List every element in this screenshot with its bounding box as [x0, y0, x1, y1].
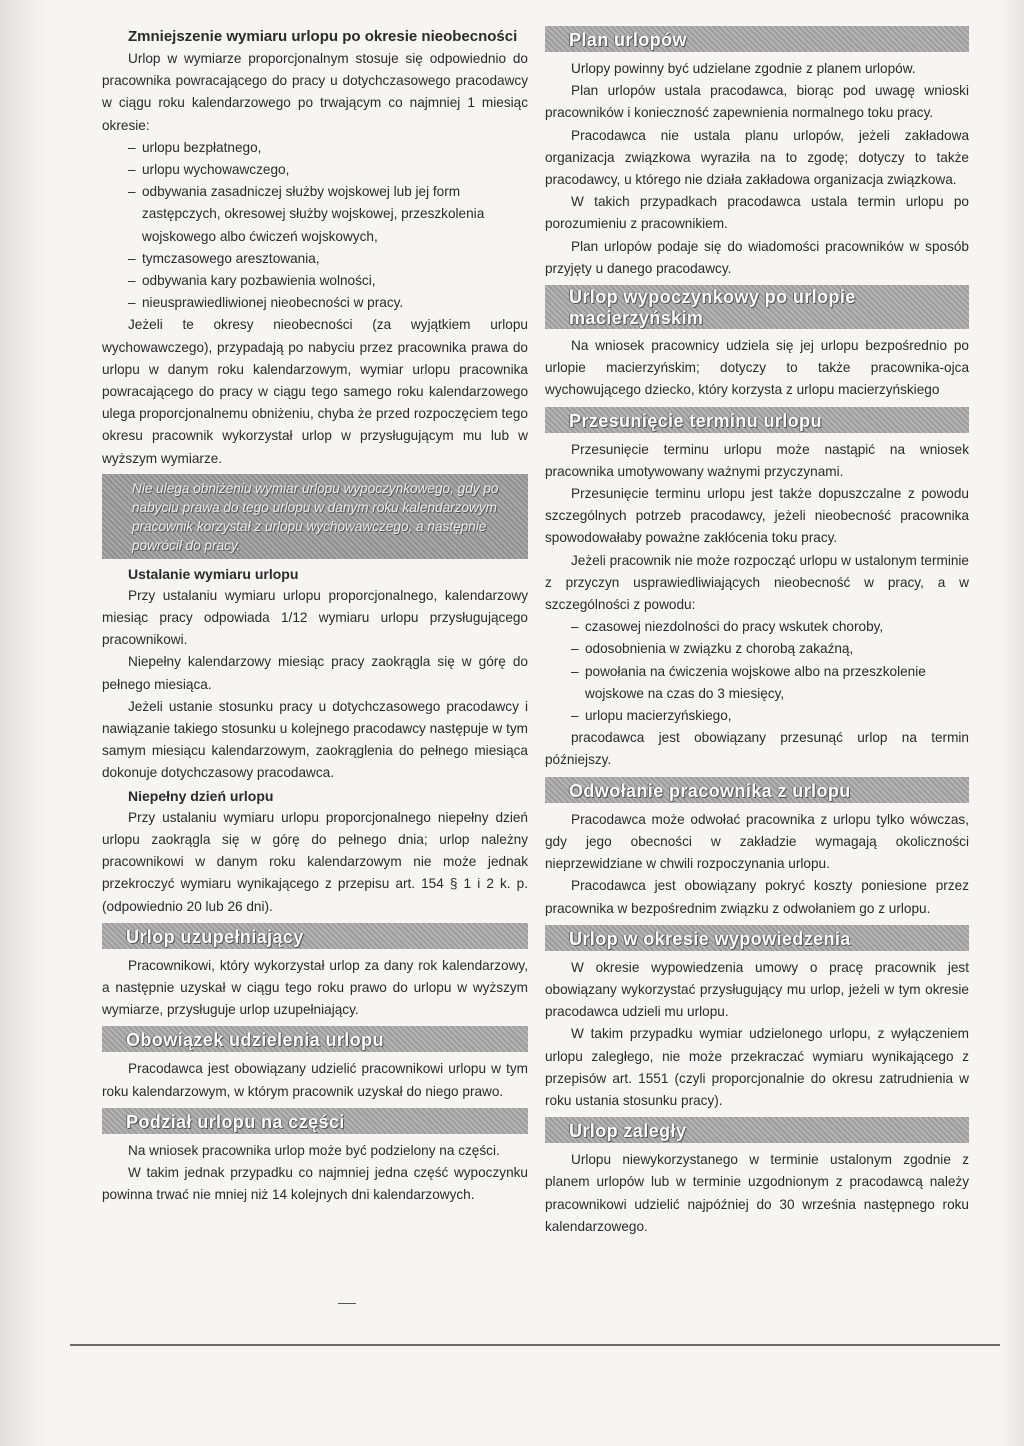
paragraph: W takich przypadkach pracodawca ustala termin urlopu po porozumieniu z pracownikiem. [545, 194, 969, 232]
right-column [545, 24, 969, 1238]
paragraph: Urlopu niewykorzystanego w terminie ustalonym zgodnie z planem urlopów lub w terminie uzgodnionym z pracodawcą należy pracownikowi udzielić najpóźniej do 30 września następnego roku kalendarzowego. [545, 1152, 969, 1234]
section-title-reduction: Zmniejszenie wymiaru urlopu po okresie nieobecności [128, 28, 518, 45]
paragraph: Przesunięcie terminu urlopu może nastąpić na wniosek pracownika umotywowany ważnymi przyczynami. [545, 441, 969, 479]
scan-edge-right [1000, 0, 1024, 1446]
paragraph: Pracodawca jest obowiązany udzielić pracownikowi urlopu w tym roku kalendarzowym, w którym pracownik uzyskał do niego prawo. [102, 1061, 528, 1099]
paragraph: Jeżeli te okresy nieobecności (za wyjątkiem urlopu wychowawczego), przypadają po nabyciu przez pracownika prawa do urlopu w danym roku kalendarzowym, wymiar urlopu pracownika powracającego do pracy w ciągu tego samego roku kalendarzowego ulega proporcjonalnemu obniżeniu, chyba że przed rozpoczęciem tego okresu pracownik wykorzystał urlop w przysługującym mu lub w wyższym wymiarze. [102, 317, 528, 466]
left-column [102, 24, 528, 1206]
section-heading-obligation: Obowiązek udzielenia urlopu [102, 1026, 528, 1052]
paragraph: Przy ustalaniu wymiaru urlopu proporcjonalnego, kalendarzowy miesiąc pracy odpowiada 1/12 wymiaru urlopu przysługującego pracownikowi. [102, 587, 528, 648]
subheading-partial-day: Niepełny dzień urlopu [128, 787, 274, 804]
section-heading-notice-period: Urlop w okresie wypowiedzenia [545, 925, 969, 951]
list-item: – czasowej niezdolności do pracy wskutek choroby, [571, 616, 969, 638]
paragraph: Na wniosek pracownika urlop może być podzielony na części. [128, 1142, 500, 1158]
section-heading-overdue: Urlop zaległy [545, 1117, 969, 1143]
paragraph: W takim przypadku wymiar udzielonego urlopu, z wyłączeniem urlopu zaległego, nie może przekraczać wymiaru wynikającego z przepisów art. 1551 (czyli proporcjonalnie do okresu zatrudnienia w roku ustania stosunku pracy). [545, 1026, 969, 1108]
paragraph: Niepełny kalendarzowy miesiąc pracy zaokrągla się w górę do pełnego miesiąca. [102, 654, 528, 692]
paragraph: Jeżeli ustanie stosunku pracy u dotychczasowego pracodawcy i nawiązanie takiego stosunku u kolejnego pracodawcy następuje w tym samym miesiącu kalendarzowym, zaokrąglenia do pełnego miesiąca dokonuje dotychczasowy pracodawca. [102, 698, 528, 781]
paragraph: Pracodawca jest obowiązany pokryć koszty poniesione przez pracownika w bezpośrednim związku z odwołaniem go z urlopu. [545, 878, 969, 916]
list-item: – tymczasowego aresztowania, [128, 248, 528, 270]
list-item: – odbywania kary pozbawienia wolności, [128, 270, 528, 292]
note-box: Nie ulega obniżeniu wymiar urlopu wypoczynkowego, gdy po nabyciu prawa do tego urlopu w danym roku kalendarzowym pracownik korzystał z urlopu wychowawczego, a następnie powrócił do pracy. [102, 474, 528, 559]
paragraph: Urlop w wymiarze proporcjonalnym stosuje się odpowiednio do pracownika powracającego do pracy u dotychczasowego pracodawcy w ciągu roku kalendarzowego po trwającym co najmniej 1 miesiąc okresie: [102, 51, 528, 133]
section-heading-supplementary: Urlop uzupełniający [102, 923, 528, 949]
list-item: – powołania na ćwiczenia wojskowe albo na przeszkolenie wojskowe na czas do 3 miesięcy, [571, 661, 969, 705]
reasons-list [545, 616, 969, 727]
paragraph: pracodawca jest obowiązany przesunąć urlop na termin późniejszy. [545, 730, 969, 768]
paragraph: Przy ustalaniu wymiaru urlopu proporcjonalnego niepełny dzień urlopu zaokrągla się w górę do pełnego dnia; urlop należny pracownikowi w danym roku kalendarzowym nie może jednak przekroczyć wymiaru wynikającego z przepisu art. 154 § 1 i 2 k. p. (odpowiednio 20 lub 26 dni). [102, 809, 528, 914]
paragraph: Jeżeli pracownik nie może rozpocząć urlopu w ustalonym terminie z przyczyn usprawiedliwiających nieobecność w pracy, a w szczególności z powodu: [545, 552, 969, 613]
paragraph: Plan urlopów ustala pracodawca, biorąc pod uwagę wnioski pracowników i konieczność zapewnienia normalnego toku pracy. [545, 83, 969, 121]
paragraph: Pracodawca nie ustala planu urlopów, jeżeli zakładowa organizacja związkowa wyraziła na to zgodę; dotyczy to także pracodawcy, u którego nie działa zakładowa organizacja związkowa. [545, 127, 969, 188]
paragraph: Przesunięcie terminu urlopu jest także dopuszczalne z powodu szczególnych potrzeb pracodawcy, jeżeli nieobecność pracownika spowodowałaby poważne zakłócenia toku pracy. [545, 486, 969, 546]
section-heading-division: Podział urlopu na części [102, 1108, 528, 1134]
list-item: – odosobnienia w związku z chorobą zakaźną, [571, 638, 969, 660]
section-heading-after-maternity [545, 285, 969, 329]
paragraph: W takim jednak przypadku co najmniej jedna część wypoczynku powinna trwać nie mniej niż 14 kolejnych dni kalendarzowych. [102, 1164, 528, 1203]
footer-rule [70, 1344, 1000, 1346]
absence-list [102, 137, 528, 315]
section-heading-plan: Plan urlopów [545, 26, 969, 52]
paragraph: W okresie wypowiedzenia umowy o pracę pracownik jest obowiązany wykorzystać przysługujący mu urlop, jeżeli w tym okresie pracodawca udzieli mu urlopu. [545, 959, 969, 1020]
list-item: – urlopu bezpłatnego, [128, 137, 528, 159]
section-heading-recall: Odwołanie pracownika z urlopu [545, 777, 969, 803]
scan-edge-left [0, 0, 50, 1446]
list-item: – nieusprawiedliwionej nieobecności w pracy. [128, 292, 528, 314]
list-item: – odbywania zasadniczej służby wojskowej lub jej form zastępczych, okresowej służby wojskowej, przeszkolenia wojskowego albo ćwiczeń wojskowych, [128, 181, 528, 248]
section-heading-postponement: Przesunięcie terminu urlopu [545, 407, 969, 433]
paragraph: Plan urlopów podaje się do wiadomości pracowników w sposób przyjęty u danego pracodawcy. [545, 238, 969, 276]
list-item: – urlopu macierzyńskiego, [571, 705, 969, 727]
heading-line-1: Urlop wypoczynkowy po urlopie [569, 287, 856, 308]
paragraph: Urlopy powinny być udzielane zgodnie z planem urlopów. [571, 61, 916, 76]
subheading-calculation: Ustalanie wymiaru urlopu [128, 565, 299, 582]
paragraph: Pracodawca może odwołać pracownika z urlopu tylko wówczas, gdy jego obecności w zakładzie wymagają okoliczności nieprzewidziane w chwili rozpoczynania urlopu. [545, 811, 969, 872]
paragraph: Pracownikowi, który wykorzystał urlop za dany rok kalendarzowy, a następnie uzyskał w ciągu tego roku prawo do urlopu w wyższym wymiarze, przysługuje urlop uzupełniający. [102, 957, 528, 1018]
heading-line-2: macierzyńskim [569, 308, 704, 329]
footer-dash [338, 1303, 356, 1304]
list-item: – urlopu wychowawczego, [128, 159, 528, 181]
paragraph: Na wniosek pracownicy udziela się jej urlopu bezpośrednio po urlopie macierzyńskim; dotyczy to także pracownika-ojca wychowującego dziecko, który korzysta z urlopu macierzyńskiego [545, 338, 969, 398]
